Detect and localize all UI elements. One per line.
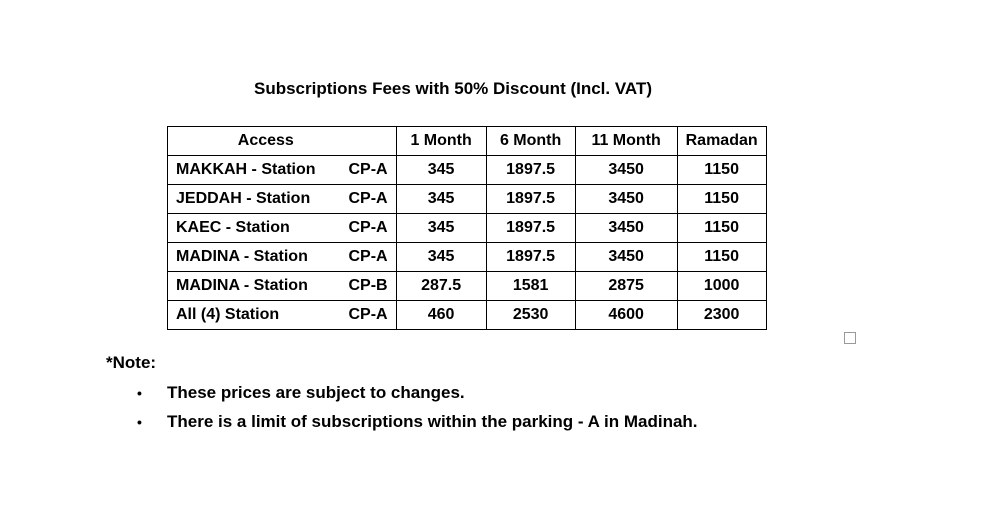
price-ramadan: 1150 bbox=[677, 214, 766, 243]
parking-cell: CP-A bbox=[341, 214, 397, 243]
list-item bbox=[137, 381, 698, 410]
note-text: These prices are subject to changes. bbox=[167, 383, 465, 402]
station-cell: KAEC - Station bbox=[168, 214, 341, 243]
price-1-month: 345 bbox=[396, 243, 486, 272]
parking-cell: CP-A bbox=[341, 185, 397, 214]
parking-cell: CP-B bbox=[341, 272, 397, 301]
price-11-month: 3450 bbox=[575, 243, 677, 272]
price-ramadan: 1150 bbox=[677, 243, 766, 272]
price-11-month: 3450 bbox=[575, 214, 677, 243]
header-1-month: 1 Month bbox=[396, 127, 486, 156]
header-ramadan: Ramadan bbox=[677, 127, 766, 156]
note-label: *Note: bbox=[106, 353, 157, 372]
table-resize-handle[interactable] bbox=[844, 332, 856, 344]
price-11-month: 4600 bbox=[575, 301, 677, 330]
station-cell: JEDDAH - Station bbox=[168, 185, 341, 214]
table-row bbox=[168, 243, 767, 272]
parking-cell: CP-A bbox=[341, 301, 397, 330]
price-1-month: 345 bbox=[396, 156, 486, 185]
subscription-fees-table bbox=[167, 126, 767, 330]
price-1-month: 345 bbox=[396, 214, 486, 243]
price-6-month: 1897.5 bbox=[486, 185, 575, 214]
price-11-month: 2875 bbox=[575, 272, 677, 301]
price-11-month: 3450 bbox=[575, 156, 677, 185]
price-1-month: 460 bbox=[396, 301, 486, 330]
table-row bbox=[168, 185, 767, 214]
price-6-month: 1897.5 bbox=[486, 156, 575, 185]
table-row bbox=[168, 301, 767, 330]
price-6-month: 1897.5 bbox=[486, 243, 575, 272]
price-ramadan: 1150 bbox=[677, 156, 766, 185]
parking-cell: CP-A bbox=[341, 156, 397, 185]
table-header-row bbox=[168, 127, 767, 156]
header-11-month: 11 Month bbox=[575, 127, 677, 156]
price-11-month: 3450 bbox=[575, 185, 677, 214]
bullet-icon: • bbox=[137, 385, 142, 401]
notes-list bbox=[137, 381, 698, 439]
header-6-month: 6 Month bbox=[486, 127, 575, 156]
list-item bbox=[137, 410, 698, 439]
station-cell: MADINA - Station bbox=[168, 272, 341, 301]
station-cell: All (4) Station bbox=[168, 301, 341, 330]
price-ramadan: 1150 bbox=[677, 185, 766, 214]
price-1-month: 345 bbox=[396, 185, 486, 214]
price-6-month: 2530 bbox=[486, 301, 575, 330]
bullet-icon: • bbox=[137, 414, 142, 430]
price-6-month: 1897.5 bbox=[486, 214, 575, 243]
table-row bbox=[168, 156, 767, 185]
table-row bbox=[168, 272, 767, 301]
price-ramadan: 1000 bbox=[677, 272, 766, 301]
note-text: There is a limit of subscriptions within the parking - A in Madinah. bbox=[167, 412, 698, 431]
header-access: Access bbox=[168, 127, 397, 156]
price-6-month: 1581 bbox=[486, 272, 575, 301]
parking-cell: CP-A bbox=[341, 243, 397, 272]
station-cell: MADINA - Station bbox=[168, 243, 341, 272]
table-row bbox=[168, 214, 767, 243]
document-title: Subscriptions Fees with 50% Discount (Incl. VAT) bbox=[254, 79, 652, 98]
price-1-month: 287.5 bbox=[396, 272, 486, 301]
price-ramadan: 2300 bbox=[677, 301, 766, 330]
station-cell: MAKKAH - Station bbox=[168, 156, 341, 185]
